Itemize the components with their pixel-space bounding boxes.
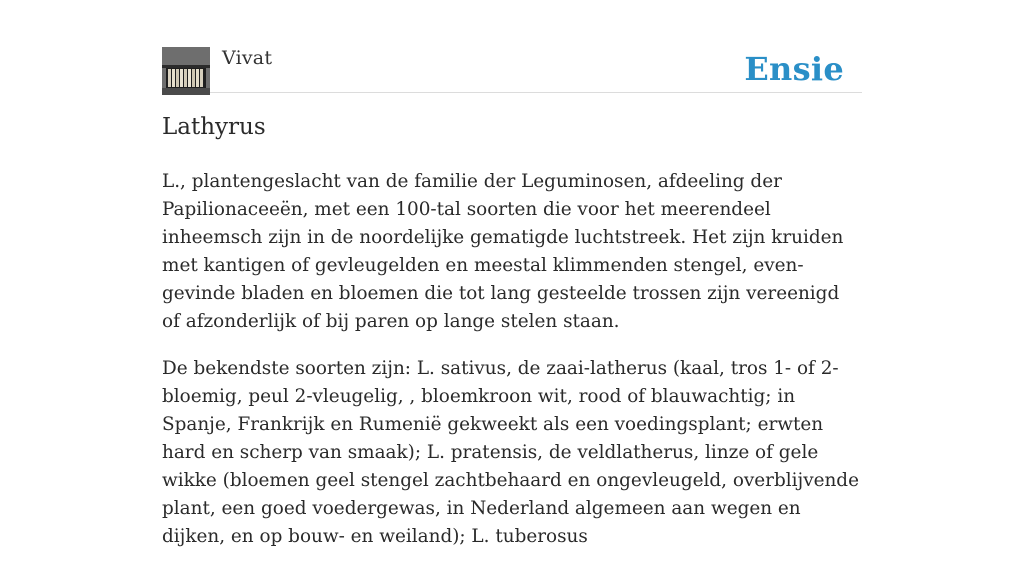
author-avatar[interactable] <box>162 47 210 95</box>
bookshelf-icon <box>162 47 210 95</box>
article-title: Lathyrus <box>162 114 266 140</box>
page <box>162 0 862 547</box>
site-logo[interactable]: Ensie <box>744 50 844 88</box>
header <box>162 44 862 93</box>
article-paragraph: De bekendste soorten zijn: L. sativus, de zaai-latherus (kaal, tros 1- of 2-bloemig, peul 2-vleugelig, , bloemkroon wit, rood of blauwachtig; in Spanje, Frankrijk en Rumenië gekweekt als een voedingsplant; erwten hard en scherp van smaak); L. pratensis, de veldlatherus, linze of gele wikke (bloemen geel stengel zachtbehaard en ongevleugeld, overblijvende plant, een goed voedergewas, in Nederland algemeen aan wegen en dijken, en op bouw- en weiland); L. tuberosus <box>162 358 859 547</box>
article-paragraph: L., plantengeslacht van de familie der Leguminosen, afdeeling der Papilionaceeën, met een 100-tal soorten die voor het meerendeel inheemsch zijn in de noordelijke gematigde luchtstreek. Het zijn kruiden met kantigen of gevleugelden en meestal klimmenden stengel, even-gevinde bladen en bloemen die tot lang gesteelde trossen zijn vereenigd of afzonderlijk of bij paren op lange stelen staan. <box>162 171 844 332</box>
author-name[interactable]: Vivat <box>222 47 273 69</box>
article-body <box>162 168 862 570</box>
